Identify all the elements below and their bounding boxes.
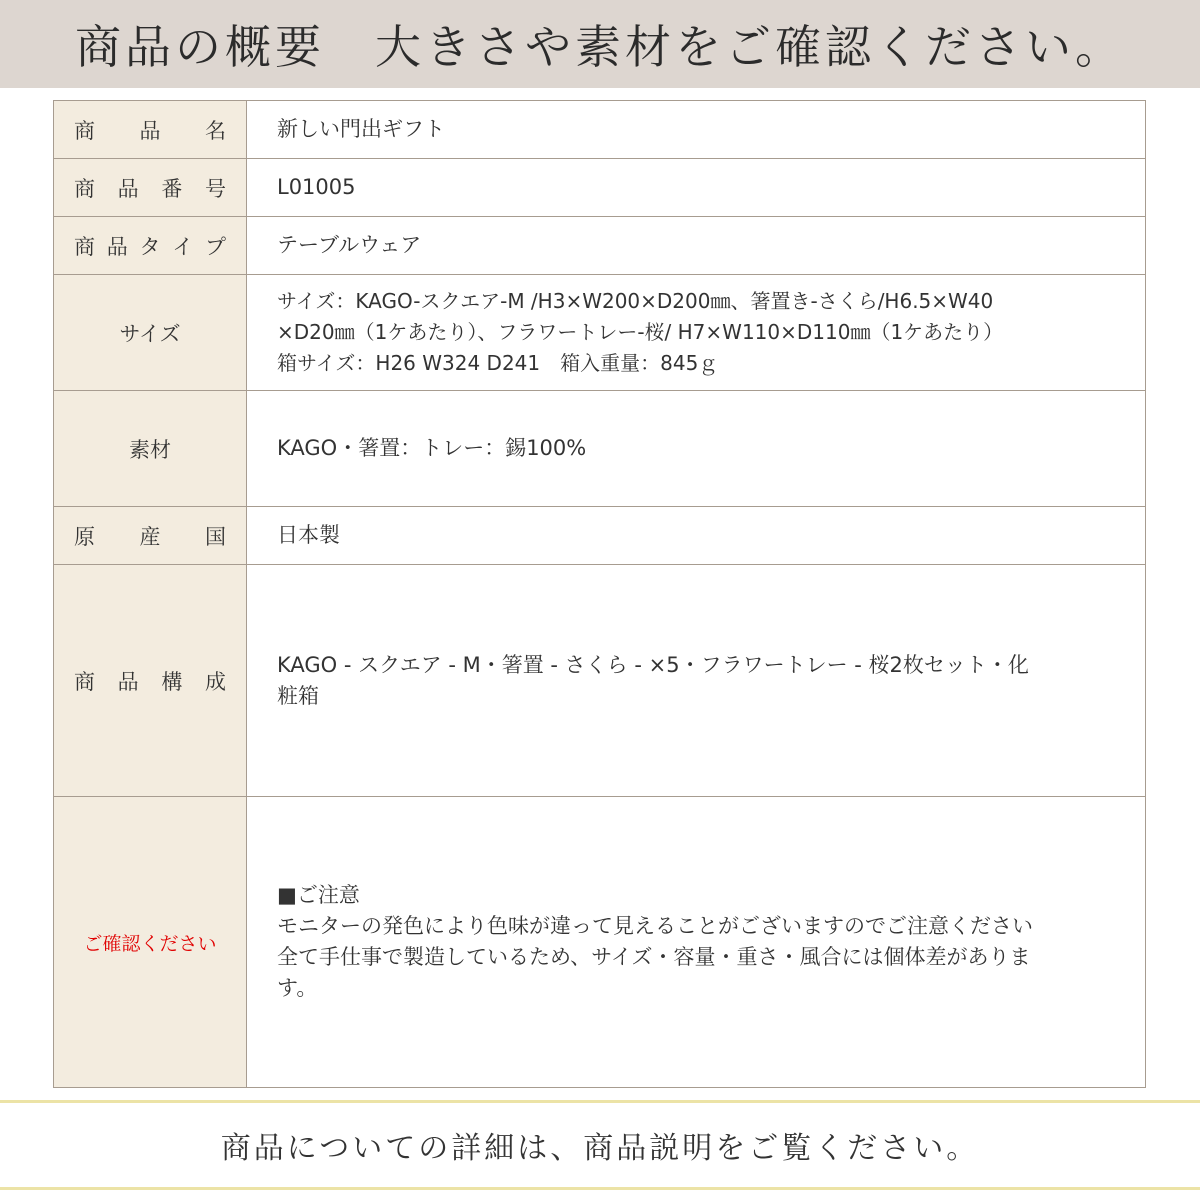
table-row-material (54, 391, 1146, 507)
label-text: ご確認ください (83, 932, 217, 955)
value-line: ×D20㎜（1ケあたり）、フラワートレー-桜/ H7×W110×D110㎜（1ケあたり） (277, 320, 1004, 344)
label-char: 産 (139, 524, 161, 549)
table-row-notice (54, 797, 1146, 1088)
label-char: 番 (161, 176, 183, 201)
label-char: 名 (205, 118, 226, 143)
value-composition (247, 565, 1146, 797)
label-char: 原 (74, 524, 95, 549)
label-size (54, 275, 247, 391)
value-material (247, 391, 1146, 507)
label-char: プ (205, 234, 226, 259)
label-char: 商 (74, 118, 95, 143)
label-char: 国 (205, 524, 226, 549)
label-product-number (54, 159, 247, 217)
label-text: 素材 (129, 437, 171, 462)
table-row-origin (54, 507, 1146, 565)
label-product-type (54, 217, 247, 275)
value-line: 日本製 (277, 523, 340, 547)
value-size (247, 275, 1146, 391)
label-char: 商 (74, 234, 95, 259)
table-row-product-name (54, 101, 1146, 159)
label-origin (54, 507, 247, 565)
value-product-name (247, 101, 1146, 159)
page-header (0, 0, 1200, 88)
value-line: 全て手仕事で製造しているため、サイズ・容量・重さ・風合には個体差がありま (277, 945, 1031, 969)
label-char: 品 (106, 234, 128, 259)
table-row-product-number (54, 159, 1146, 217)
table-row-composition (54, 565, 1146, 797)
value-origin (247, 507, 1146, 565)
value-notice (247, 797, 1146, 1088)
value-line: 新しい門出ギフト (277, 117, 445, 141)
page-title: 商品の概要 大きさや素材をご確認ください。 (75, 20, 1125, 74)
footer-divider-bottom (0, 1187, 1200, 1190)
value-line: サイズ：KAGO-スクエア-M /H3×W200×D200㎜、箸置き-さくら/H6.5×W40 (277, 289, 994, 313)
value-line: 箱サイズ：H26 W324 D241 箱入重量：845ｇ (277, 351, 719, 375)
label-composition (54, 565, 247, 797)
value-line: KAGO - スクエア - M・箸置 - さくら - ×5・フラワートレー - 桜2枚セット・化 (277, 652, 1029, 677)
label-material (54, 391, 247, 507)
label-char: イ (172, 234, 194, 259)
product-spec-table (53, 100, 1146, 1088)
value-line: 粧箱 (277, 683, 319, 708)
label-char: 品 (117, 669, 139, 694)
label-char: 商 (74, 669, 95, 694)
label-text: サイズ (119, 321, 181, 346)
label-char: タ (139, 234, 161, 259)
label-notice (54, 797, 247, 1088)
label-char: 構 (161, 669, 183, 694)
value-product-type (247, 217, 1146, 275)
value-line: KAGO・箸置：トレー：錫100% (277, 436, 587, 460)
label-product-name (54, 101, 247, 159)
label-char: 号 (204, 176, 226, 201)
table-row-size (54, 275, 1146, 391)
value-line: す。 (277, 976, 318, 1000)
footer-note: 商品についての詳細は、商品説明をご覧ください。 (220, 1131, 980, 1166)
value-line: テーブルウェア (277, 233, 422, 257)
label-char: 商 (74, 176, 95, 201)
value-product-number (247, 159, 1146, 217)
value-line: L01005 (277, 175, 356, 199)
table-row-product-type (54, 217, 1146, 275)
label-char: 品 (117, 176, 139, 201)
label-char: 品 (139, 118, 161, 143)
label-char: 成 (204, 669, 226, 694)
value-line: ■ご注意 (277, 883, 360, 907)
value-line: モニターの発色により色味が違って見えることがございますのでご注意ください (277, 914, 1033, 938)
